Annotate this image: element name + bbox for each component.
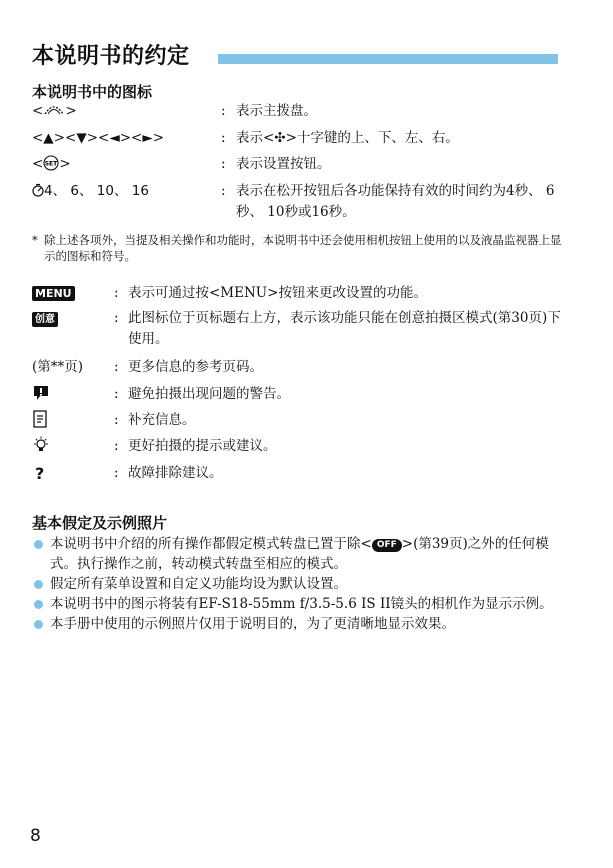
colon: : bbox=[114, 465, 119, 481]
page-title: 本说明书的约定 bbox=[32, 44, 190, 69]
title-accent-bar bbox=[218, 54, 558, 64]
caution-icon bbox=[32, 384, 50, 406]
bullet-dot bbox=[34, 620, 43, 629]
legend-desc: 故障排除建议。 bbox=[128, 465, 223, 481]
question-icon: ? bbox=[35, 464, 45, 483]
assumptions-heading: 基本假定及示例照片 bbox=[32, 514, 168, 532]
cross-keys-icon: <▲><▼><◄><►> bbox=[32, 130, 165, 146]
colon: : bbox=[221, 130, 226, 146]
legend-row bbox=[32, 308, 562, 352]
main-dial-icon: < > bbox=[32, 103, 77, 119]
mode-off-icon: OFF bbox=[372, 539, 402, 552]
colon: : bbox=[114, 386, 119, 402]
colon: : bbox=[221, 183, 226, 199]
list-item: 本手册中使用的示例照片仅用于说明目的，为了更清晰地显示效果。 bbox=[32, 614, 562, 634]
icon-desc: 表示在松开按钮后各功能保持有效的时间约为4秒、 6秒、 10秒或16秒。 bbox=[236, 183, 555, 220]
svg-text:SET: SET bbox=[45, 160, 58, 168]
legend-desc: 更好拍摄的提示或建议。 bbox=[128, 438, 277, 454]
bullet-dot bbox=[34, 540, 43, 549]
icon-desc: 表示设置按钮。 bbox=[236, 156, 331, 172]
tip-bulb-icon bbox=[32, 436, 50, 458]
menu-icon: MENU bbox=[32, 283, 75, 304]
colon: : bbox=[114, 310, 119, 326]
legend-desc: 避免拍摄出现问题的警告。 bbox=[128, 386, 290, 402]
colon: : bbox=[221, 156, 226, 172]
assumptions-list bbox=[32, 534, 562, 634]
bullet-dot bbox=[34, 600, 43, 609]
bullet-dot bbox=[34, 580, 43, 589]
icon-row bbox=[32, 181, 562, 225]
icon-desc: 表示<✣>十字键的上、下、左、右。 bbox=[236, 130, 459, 146]
creative-zone-icon: 创意 bbox=[32, 308, 58, 329]
colon: : bbox=[114, 438, 119, 454]
list-item: 本说明书中介绍的所有操作都假定模式转盘已置于除< OFF >(第39页)之外的任何模式。执行操作之前，转动模式转盘至相应的模式。 bbox=[32, 534, 562, 574]
footnote bbox=[32, 232, 562, 264]
title-row bbox=[32, 42, 558, 74]
colon: : bbox=[114, 285, 119, 301]
icon-desc: 表示主拨盘。 bbox=[236, 103, 317, 119]
list-item: 假定所有菜单设置和自定义功能均设为默认设置。 bbox=[32, 574, 562, 594]
colon: : bbox=[114, 412, 119, 428]
icons-section-heading: 本说明书中的图标 bbox=[32, 83, 153, 101]
colon: : bbox=[114, 359, 119, 375]
legend-desc: 补充信息。 bbox=[128, 412, 196, 428]
footnote-mark: * bbox=[32, 233, 38, 247]
legend-desc: 更多信息的参考页码。 bbox=[128, 359, 263, 375]
page-ref-label: (第**页) bbox=[32, 359, 84, 375]
page-number: 8 bbox=[30, 826, 41, 846]
memo-icon bbox=[32, 410, 48, 432]
footnote-text: 除上述各项外，当提及相关操作和功能时，本说明书中还会使用相机按钮上使用的以及液晶监视器上显示的图标和符号。 bbox=[44, 233, 562, 263]
set-button-icon: < SET > bbox=[32, 156, 71, 172]
legend-desc: 表示可通过按<MENU>按钮来更改设置的功能。 bbox=[128, 285, 427, 301]
timer-icon: 4、 6、 10、 16 bbox=[32, 181, 149, 202]
list-item: 本说明书中的图示将装有EF-S18-55mm f/3.5-5.6 IS II镜头的相机作为显示示例。 bbox=[32, 594, 562, 614]
legend-desc: 此图标位于页标题右上方，表示该功能只能在创意拍摄区模式(第30页)下使用。 bbox=[128, 310, 561, 347]
colon: : bbox=[221, 103, 226, 119]
